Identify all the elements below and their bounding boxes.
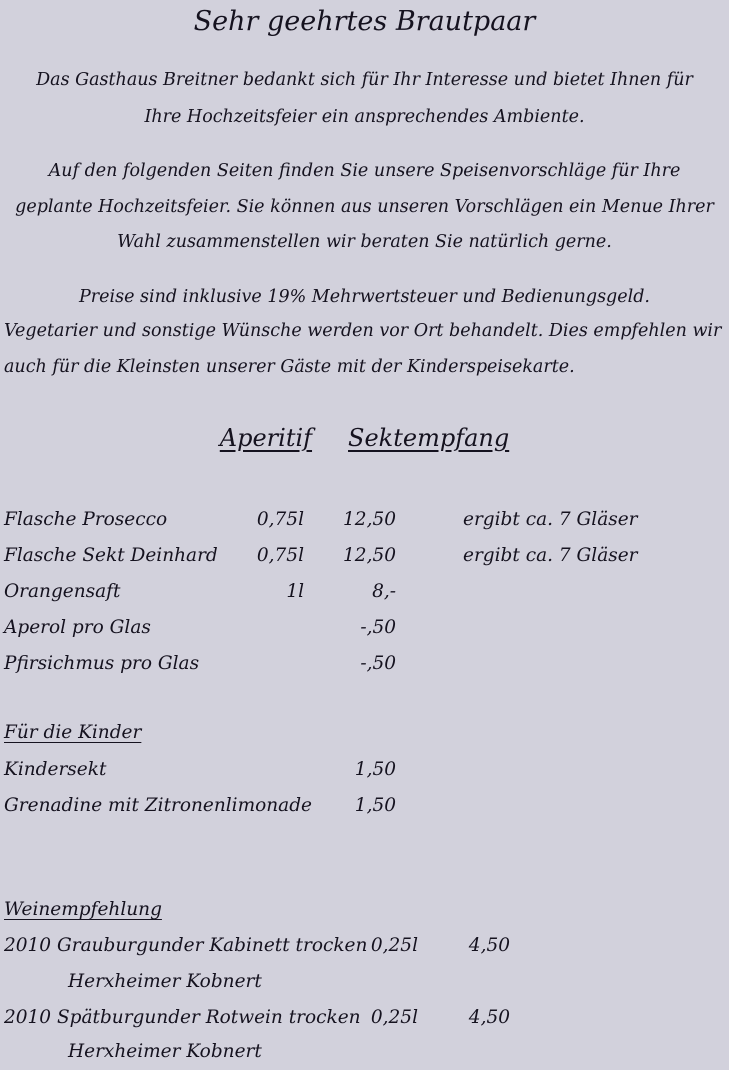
- section-heading: [0, 424, 729, 452]
- intro-paragraph-2-line-3: Wahl zusammenstellen wir beraten Sie natürlich gerne.: [117, 232, 612, 252]
- aperitif-item-note: ergibt ca. 7 Gläser: [463, 545, 638, 566]
- wine-item-name: 2010 Grauburgunder Kabinett trocken: [4, 935, 368, 956]
- page-title: Sehr geehrtes Brautpaar: [193, 6, 536, 37]
- aperitif-item-name: Flasche Prosecco: [4, 509, 168, 530]
- intro-paragraph-1-line-2: Ihre Hochzeitsfeier ein ansprechendes Ambiente.: [144, 107, 585, 127]
- kids-item-name: Kindersekt: [4, 759, 107, 780]
- aperitif-item-price: -,50: [360, 617, 396, 638]
- wine-item-price: 4,50: [468, 1007, 510, 1028]
- intro-paragraph-2-line-1: Auf den folgenden Seiten finden Sie unsere Speisenvorschläge für Ihre: [48, 161, 681, 181]
- aperitif-item-name: Aperol pro Glas: [4, 617, 151, 638]
- wine-item-origin: Herxheimer Kobnert: [68, 1041, 262, 1062]
- intro-paragraph-3-line-1: Preise sind inklusive 19% Mehrwertsteuer und Bedienungsgeld.: [79, 287, 650, 307]
- aperitif-item-name: Orangensaft: [4, 581, 121, 602]
- kids-item-price: 1,50: [354, 795, 396, 816]
- section-heading-aperitif: Aperitif: [219, 424, 313, 452]
- aperitif-item-price: -,50: [360, 653, 396, 674]
- aperitif-item-volume: 0,75l: [256, 509, 304, 530]
- intro-paragraph-3-line-2: Vegetarier und sonstige Wünsche werden vor Ort behandelt. Dies empfehlen wir: [4, 321, 722, 341]
- kids-heading: Für die Kinder: [4, 722, 142, 743]
- wine-item-volume: 0,25l: [370, 935, 418, 956]
- kids-item-name: Grenadine mit Zitronenlimonade: [4, 795, 313, 816]
- wine-item-origin: Herxheimer Kobnert: [68, 971, 262, 992]
- wine-item-volume: 0,25l: [370, 1007, 418, 1028]
- intro-paragraph-3-line-3: auch für die Kleinsten unserer Gäste mit der Kinderspeisekarte.: [4, 357, 575, 377]
- section-heading-sektempfang: Sektempfang: [348, 424, 510, 452]
- aperitif-item-price: 12,50: [343, 545, 396, 566]
- aperitif-item-price: 12,50: [343, 509, 396, 530]
- aperitif-item-name: Flasche Sekt Deinhard: [4, 545, 218, 566]
- wine-item-price: 4,50: [468, 935, 510, 956]
- intro-paragraph-1-line-1: Das Gasthaus Breitner bedankt sich für Ihr Interesse und bietet Ihnen für: [36, 70, 693, 90]
- aperitif-item-volume: 1l: [286, 581, 304, 602]
- wine-heading: Weinempfehlung: [4, 899, 162, 920]
- aperitif-item-name: Pfirsichmus pro Glas: [4, 653, 200, 674]
- aperitif-item-volume: 0,75l: [256, 545, 304, 566]
- aperitif-item-price: 8,-: [372, 581, 396, 602]
- wine-item-name: 2010 Spätburgunder Rotwein trocken: [4, 1007, 361, 1028]
- aperitif-item-note: ergibt ca. 7 Gläser: [463, 509, 638, 530]
- kids-item-price: 1,50: [354, 759, 396, 780]
- intro-paragraph-2-line-2: geplante Hochzeitsfeier. Sie können aus unseren Vorschlägen ein Menue Ihrer: [15, 197, 714, 217]
